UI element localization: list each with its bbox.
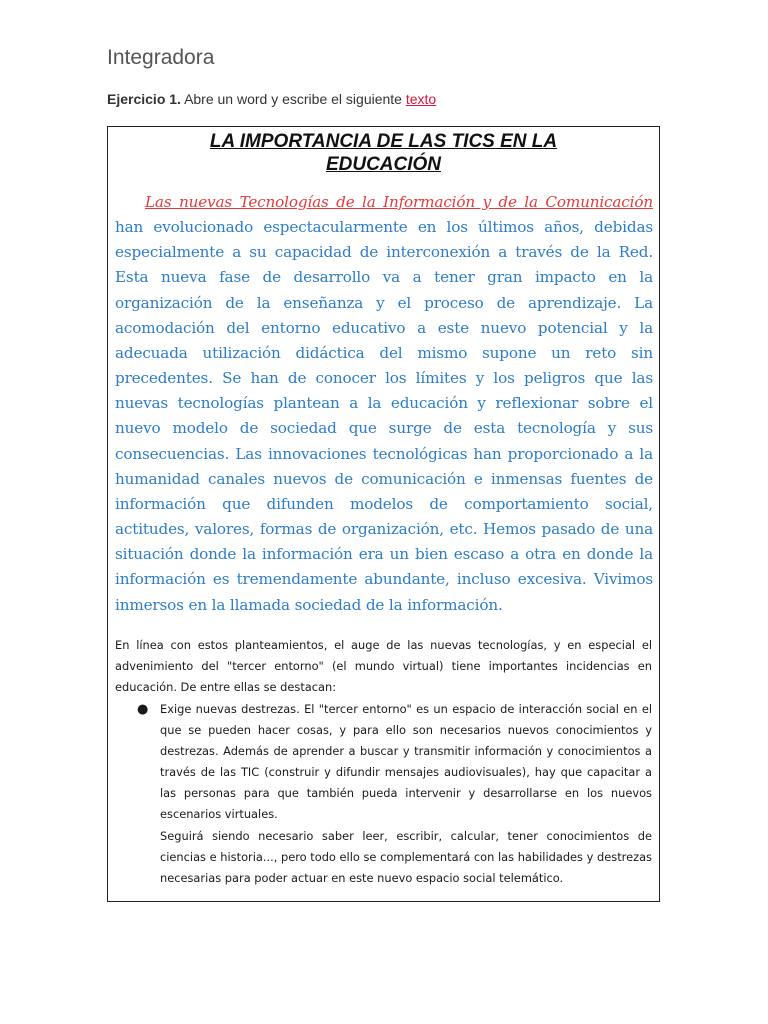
- intro-paragraph: En línea con estos planteamientos, el auge de las nuevas tecnologías, y en especial el advenimiento del "tercer entorno" (el mundo virtual) tiene importantes incidencias en educación. De entre ellas se destacan:: [115, 638, 652, 695]
- document-title: LA IMPORTANCIA DE LAS TICS EN LA EDUCACIÓN: [209, 131, 558, 175]
- exercise-text: Abre un word y escribe el siguiente: [184, 91, 402, 107]
- bullet-icon: ●: [137, 702, 149, 717]
- paragraph-text: han evolucionado espectacularmente en los últimos años, debidas especialmente a su capacidad de interconexión a través de la Red. Esta nueva fase de desarrollo va a tener gran impacto en la organización de la enseñanza y el proceso de aprendizaje. La acomodación del entorno educativo a este nuevo potencial y la adecuada utilización didáctica del mismo supone un reto sin precedentes. Se han de conocer los límites y los peligros que las nuevas tecnologías plantean a la educación y reflexionar sobre el nuevo modelo de sociedad que surge de esta tecnología y sus consecuencias. Las innovaciones tecnológicas han proporcionado a la humanidad canales nuevos de comunicación e inmensas fuentes de información que difunden modelos de comportamiento social, actitudes, valores, formas de organización, etc. Hemos pasado de una situación donde la información era un bien escaso a otra en donde la información es tremendamente abundante, incluso excesiva. Vivimos inmersos en la llamada sociedad de la información.: [115, 218, 653, 614]
- bullet-text: Exige nuevas destrezas. El "tercer entorno" es un espacio de interacción social en el que se pueden hacer cosas, y para ello son necesarios nuevos conocimientos y destrezas. Además de aprender a buscar y transmitir información y conocimientos a través de las TIC (construir y difundir mensajes audiovisuales), hay que capacitar a las personas para que también pueda intervenir y desarrollarse en los nuevos escenarios virtuales.: [160, 702, 652, 822]
- exercise-instruction: [107, 91, 436, 107]
- list-item: [115, 699, 652, 889]
- bullet-continuation: Seguirá siendo necesario saber leer, escribir, calcular, tener conocimientos de ciencias e historia..., pero todo ello se complementará con las habilidades y destrezas necesarias para poder actuar en este nuevo espacio social telemático.: [160, 828, 652, 885]
- main-paragraph: [115, 190, 653, 618]
- exercise-label: Ejercicio 1.: [107, 91, 181, 107]
- tic-heading-phrase: Las nuevas Tecnologías de la Información y de la Comunicación: [145, 193, 653, 211]
- document-frame: [107, 126, 660, 902]
- texto-link[interactable]: texto: [405, 91, 437, 107]
- page-title: Integradora: [107, 46, 215, 69]
